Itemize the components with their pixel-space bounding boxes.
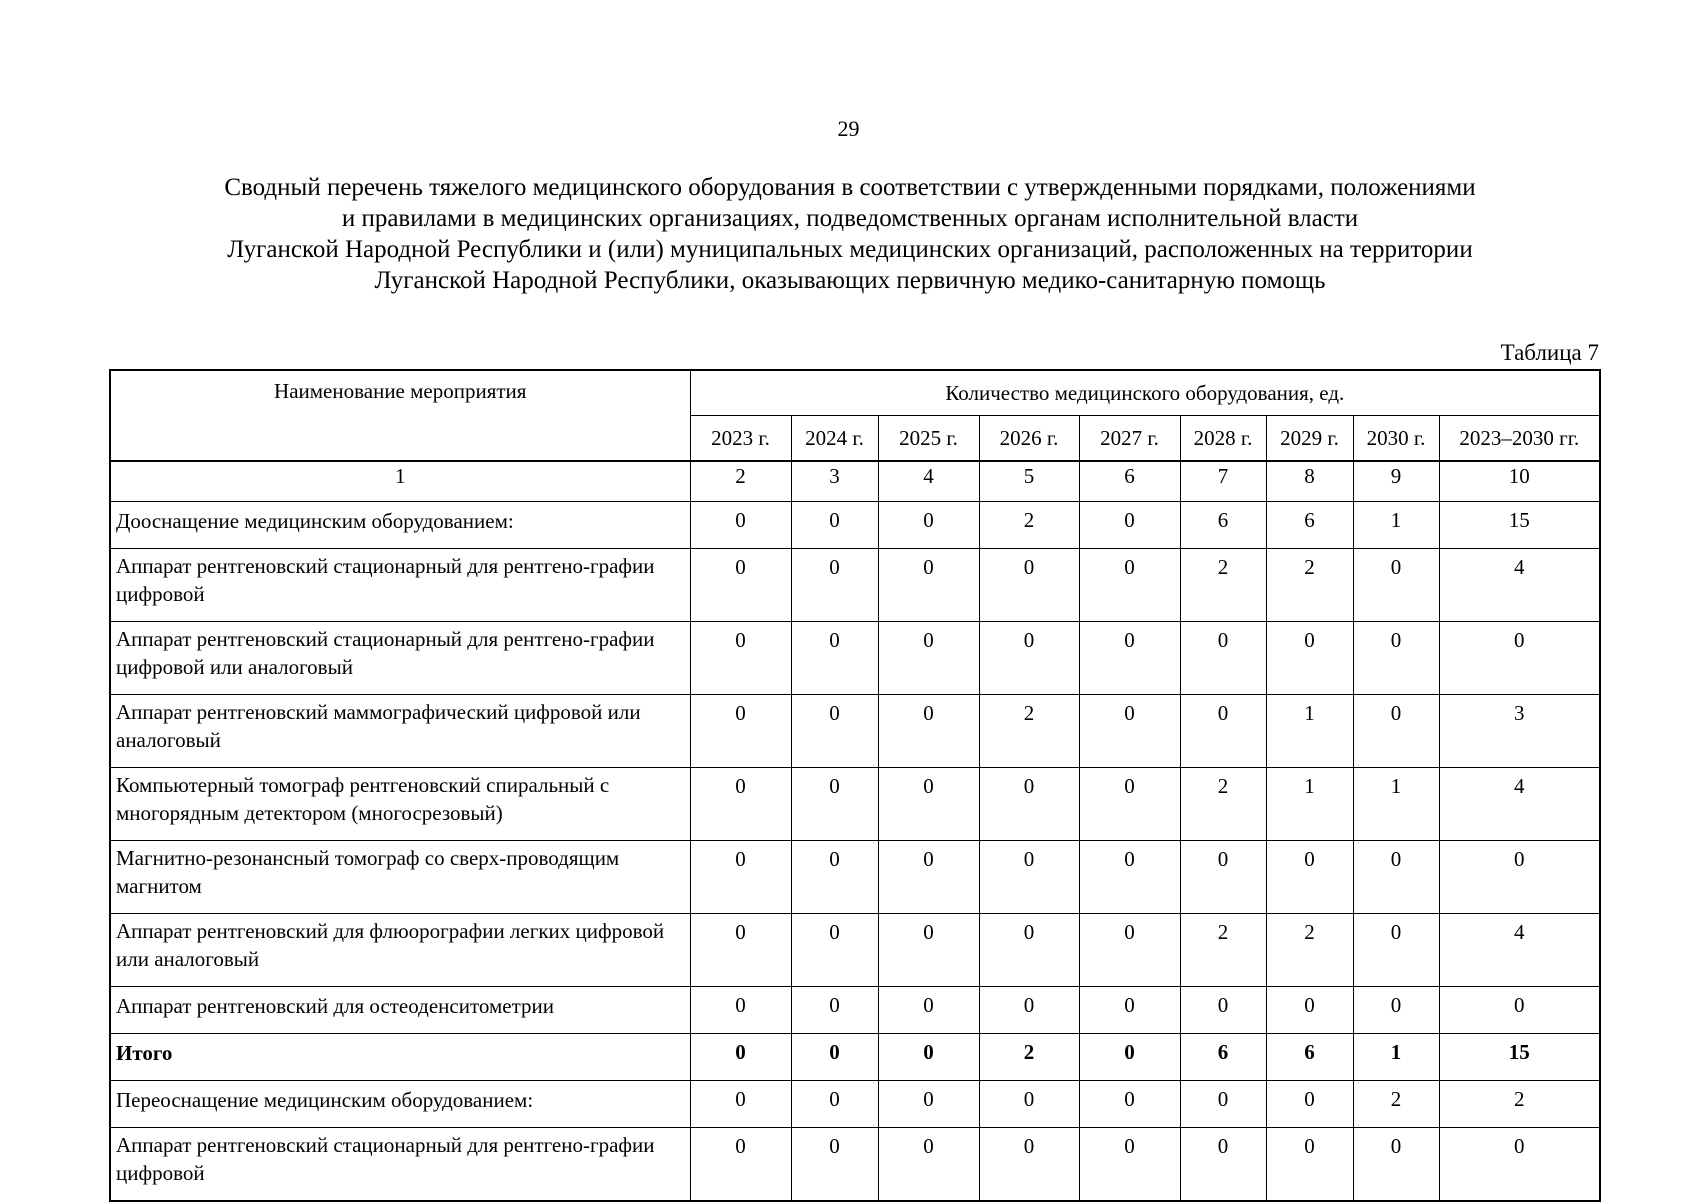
table-row — [110, 914, 1600, 987]
column-number: 5 — [979, 461, 1079, 502]
row-value: 6 — [1266, 502, 1353, 549]
table-row — [110, 1128, 1600, 1202]
row-value: 0 — [1079, 768, 1180, 841]
row-value: 0 — [979, 622, 1079, 695]
row-value: 1 — [1353, 502, 1439, 549]
table-row — [110, 768, 1600, 841]
row-value: 0 — [1353, 622, 1439, 695]
row-value: 6 — [1180, 1034, 1266, 1081]
header-year: 2029 г. — [1266, 416, 1353, 462]
row-value: 2 — [1180, 914, 1266, 987]
row-value: 0 — [1180, 841, 1266, 914]
row-value: 0 — [1079, 1128, 1180, 1202]
row-value: 4 — [1439, 768, 1600, 841]
row-value: 0 — [979, 549, 1079, 622]
row-name: Компьютерный томограф рентгеновский спиральный с многорядным детектором (многосрезовый) — [110, 768, 690, 841]
row-name: Дооснащение медицинским оборудованием: — [110, 502, 690, 549]
row-name: Магнитно-резонансный томограф со сверх-проводящим магнитом — [110, 841, 690, 914]
row-value: 0 — [878, 622, 979, 695]
row-value: 0 — [878, 768, 979, 841]
row-value: 0 — [878, 1081, 979, 1128]
row-value: 0 — [878, 695, 979, 768]
row-value: 0 — [791, 622, 878, 695]
header-year: 2026 г. — [979, 416, 1079, 462]
row-value: 2 — [1180, 768, 1266, 841]
row-value: 0 — [1353, 841, 1439, 914]
row-value: 2 — [1439, 1081, 1600, 1128]
row-value: 0 — [1079, 914, 1180, 987]
row-value: 0 — [791, 502, 878, 549]
table-row — [110, 987, 1600, 1034]
row-value: 1 — [1266, 695, 1353, 768]
table-row — [110, 695, 1600, 768]
row-name: Переоснащение медицинским оборудованием: — [110, 1081, 690, 1128]
row-value: 0 — [979, 1081, 1079, 1128]
row-value: 0 — [1353, 987, 1439, 1034]
row-value: 1 — [1266, 768, 1353, 841]
column-number: 10 — [1439, 461, 1600, 502]
table-row — [110, 549, 1600, 622]
row-value: 0 — [690, 914, 791, 987]
row-value: 0 — [1266, 1081, 1353, 1128]
column-number: 3 — [791, 461, 878, 502]
header-year: 2025 г. — [878, 416, 979, 462]
header-name: Наименование мероприятия — [110, 370, 690, 461]
row-value: 2 — [1266, 914, 1353, 987]
row-value: 2 — [979, 695, 1079, 768]
row-value: 0 — [979, 768, 1079, 841]
row-value: 0 — [690, 768, 791, 841]
table-row — [110, 841, 1600, 914]
row-value: 0 — [1266, 622, 1353, 695]
row-value: 0 — [1266, 987, 1353, 1034]
row-name: Аппарат рентгеновский маммографический цифровой или аналоговый — [110, 695, 690, 768]
row-value: 3 — [1439, 695, 1600, 768]
row-value: 0 — [979, 987, 1079, 1034]
row-value: 0 — [1353, 914, 1439, 987]
row-value: 0 — [878, 841, 979, 914]
column-number: 2 — [690, 461, 791, 502]
document-title — [110, 172, 1590, 296]
row-value: 0 — [1439, 987, 1600, 1034]
title-line: Луганской Народной Республики и (или) муниципальных медицинских организаций, расположенных на территории — [227, 236, 1473, 263]
row-value: 2 — [979, 502, 1079, 549]
row-value: 1 — [1353, 1034, 1439, 1081]
title-line: Луганской Народной Республики, оказывающих первичную медико-санитарную помощь — [374, 267, 1326, 294]
row-value: 0 — [690, 502, 791, 549]
row-value: 0 — [1180, 1128, 1266, 1202]
row-value: 0 — [1439, 622, 1600, 695]
row-value: 0 — [1353, 695, 1439, 768]
row-value: 0 — [979, 1128, 1079, 1202]
table-caption: Таблица 7 — [1500, 340, 1599, 365]
header-year: 2030 г. — [1353, 416, 1439, 462]
row-value: 6 — [1266, 1034, 1353, 1081]
row-value: 0 — [1180, 1081, 1266, 1128]
row-name: Аппарат рентгеновский для остеоденситометрии — [110, 987, 690, 1034]
row-value: 0 — [690, 987, 791, 1034]
row-value: 0 — [690, 1034, 791, 1081]
row-value: 0 — [690, 695, 791, 768]
row-value: 0 — [791, 914, 878, 987]
column-number: 4 — [878, 461, 979, 502]
row-value: 1 — [1353, 768, 1439, 841]
row-value: 0 — [878, 914, 979, 987]
row-value: 0 — [1266, 1128, 1353, 1202]
row-value: 0 — [979, 914, 1079, 987]
row-value: 4 — [1439, 549, 1600, 622]
header-year: 2027 г. — [1079, 416, 1180, 462]
title-line: и правилами в медицинских организациях, подведомственных органам исполнительной власти — [341, 205, 1359, 232]
row-value: 0 — [1439, 1128, 1600, 1202]
row-value: 2 — [1180, 549, 1266, 622]
row-value: 0 — [1180, 622, 1266, 695]
row-value: 0 — [690, 1128, 791, 1202]
row-value: 0 — [1079, 549, 1180, 622]
row-value: 0 — [1079, 622, 1180, 695]
row-value: 0 — [878, 1128, 979, 1202]
row-value: 0 — [878, 1034, 979, 1081]
row-value: 0 — [791, 987, 878, 1034]
row-value: 0 — [1180, 987, 1266, 1034]
row-value: 0 — [690, 622, 791, 695]
table-row — [110, 502, 1600, 549]
row-value: 0 — [1079, 695, 1180, 768]
row-value: 0 — [878, 502, 979, 549]
row-value: 0 — [878, 549, 979, 622]
row-value: 15 — [1439, 502, 1600, 549]
row-value: 0 — [791, 841, 878, 914]
header-year: 2028 г. — [1180, 416, 1266, 462]
row-value: 0 — [1439, 841, 1600, 914]
row-value: 0 — [791, 1081, 878, 1128]
row-value: 0 — [1079, 1034, 1180, 1081]
row-value: 0 — [878, 987, 979, 1034]
row-value: 0 — [791, 1128, 878, 1202]
row-value: 6 — [1180, 502, 1266, 549]
row-name: Итого — [110, 1034, 690, 1081]
row-value: 0 — [791, 768, 878, 841]
row-name: Аппарат рентгеновский стационарный для рентгено-графии цифровой или аналоговый — [110, 622, 690, 695]
row-name: Аппарат рентгеновский стационарный для рентгено-графии цифровой — [110, 1128, 690, 1202]
row-value: 0 — [1266, 841, 1353, 914]
header-year: 2024 г. — [791, 416, 878, 462]
row-name: Аппарат рентгеновский для флюорографии легких цифровой или аналоговый — [110, 914, 690, 987]
row-value: 0 — [1180, 695, 1266, 768]
row-value: 0 — [791, 549, 878, 622]
table-row — [110, 1081, 1600, 1128]
row-name: Аппарат рентгеновский стационарный для рентгено-графии цифровой — [110, 549, 690, 622]
column-number: 1 — [110, 461, 690, 502]
row-value: 0 — [1079, 987, 1180, 1034]
header-year: 2023–2030 гг. — [1439, 416, 1600, 462]
column-number: 6 — [1079, 461, 1180, 502]
table-row — [110, 622, 1600, 695]
row-value: 0 — [1353, 1128, 1439, 1202]
row-value: 0 — [1353, 549, 1439, 622]
total-row — [110, 1034, 1600, 1081]
row-value: 2 — [1266, 549, 1353, 622]
page-number: 29 — [837, 116, 860, 141]
header-quantity: Количество медицинского оборудования, ед. — [690, 370, 1600, 416]
row-value: 0 — [979, 841, 1079, 914]
row-value: 15 — [1439, 1034, 1600, 1081]
row-value: 0 — [1079, 841, 1180, 914]
row-value: 4 — [1439, 914, 1600, 987]
row-value: 0 — [791, 1034, 878, 1081]
column-number: 7 — [1180, 461, 1266, 502]
title-line: Сводный перечень тяжелого медицинского оборудования в соответствии с утвержденными порядками, положениями — [224, 174, 1476, 201]
column-number: 8 — [1266, 461, 1353, 502]
row-value: 0 — [1079, 502, 1180, 549]
row-value: 0 — [791, 695, 878, 768]
row-value: 0 — [690, 841, 791, 914]
row-value: 0 — [690, 549, 791, 622]
column-number: 9 — [1353, 461, 1439, 502]
row-value: 0 — [1079, 1081, 1180, 1128]
column-numbers-row — [110, 461, 1600, 502]
row-value: 2 — [1353, 1081, 1439, 1128]
row-value: 0 — [690, 1081, 791, 1128]
row-value: 2 — [979, 1034, 1079, 1081]
equipment-table — [109, 369, 1601, 1202]
header-year: 2023 г. — [690, 416, 791, 462]
